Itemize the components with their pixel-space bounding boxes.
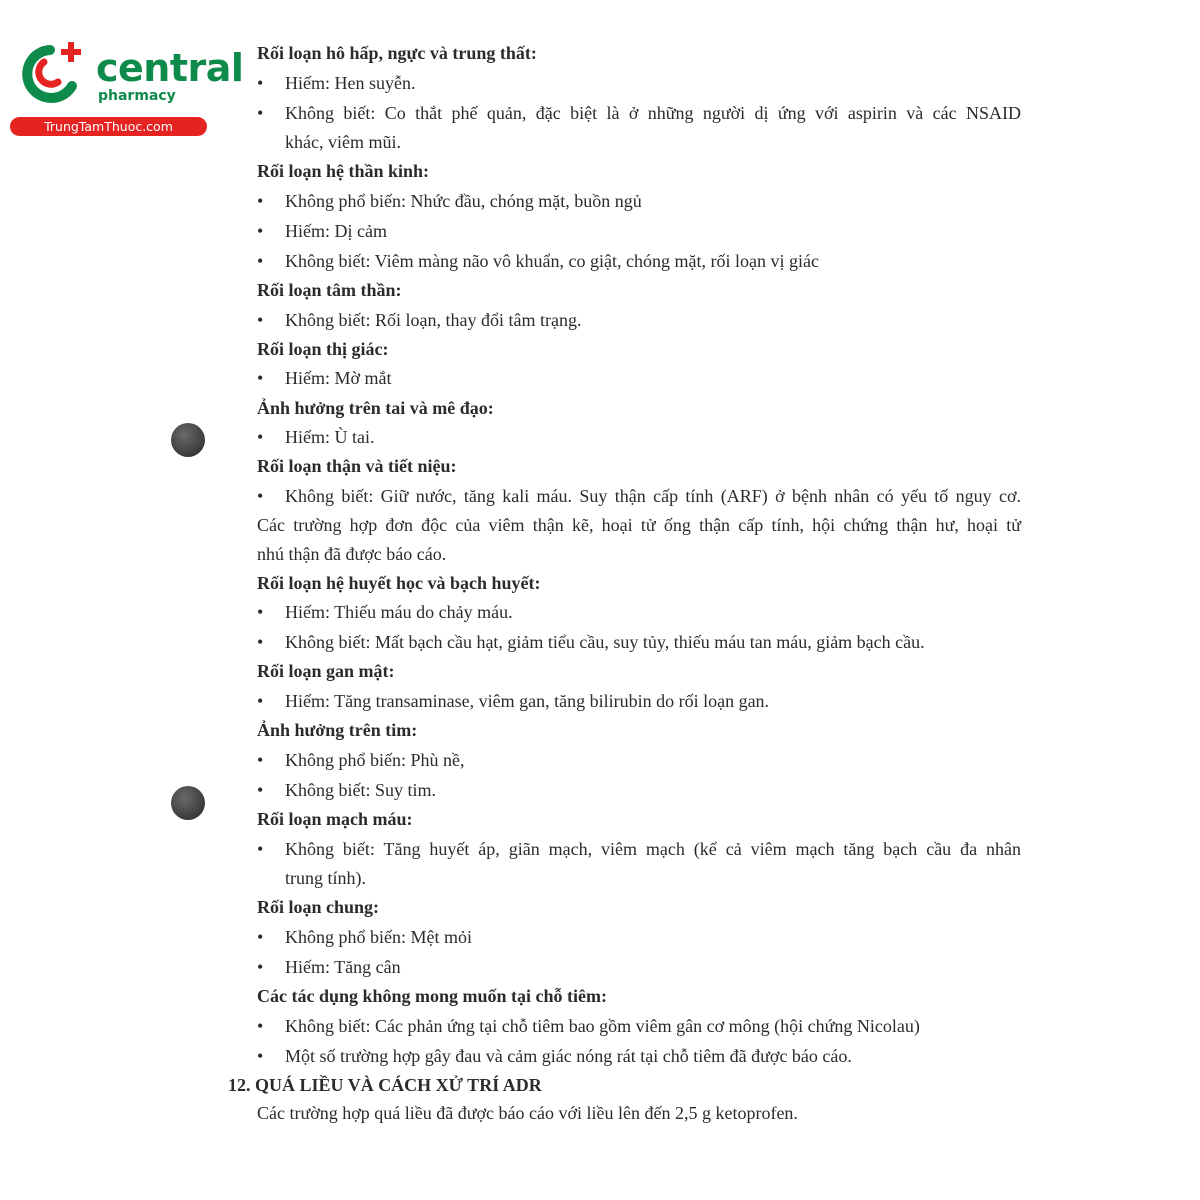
list-item: • Không phổ biến: Phù nề, — [257, 750, 465, 770]
paragraph-line: nhú thận đã được báo cáo. — [257, 544, 447, 564]
punch-hole — [171, 423, 205, 457]
bullet-icon: • — [257, 839, 264, 859]
section-heading: Ảnh hưởng trên tim: — [257, 720, 418, 740]
central-pharmacy-logo — [10, 38, 244, 138]
bullet-icon: • — [257, 368, 264, 388]
bullet-icon: • — [257, 1046, 264, 1066]
bullet-icon: • — [257, 310, 264, 330]
list-item-continuation: trung tính). — [285, 868, 366, 888]
list-item: • Không biết: Co thắt phế quản, đặc biệt là ở những người dị ứng với aspirin và các NSAID — [257, 103, 1021, 123]
section-heading: Ảnh hưởng trên tai và mê đạo: — [257, 398, 494, 418]
bullet-icon: • — [257, 486, 264, 506]
list-item: • Không phổ biến: Mệt mỏi — [257, 927, 472, 947]
list-item: • Không biết: Mất bạch cầu hạt, giảm tiểu cầu, suy tủy, thiếu máu tan máu, giảm bạch cầu. — [257, 632, 925, 652]
section-heading: Rối loạn gan mật: — [257, 661, 395, 681]
section-heading: Rối loạn hô hấp, ngực và trung thất: — [257, 43, 537, 63]
list-item: • Hiếm: Thiếu máu do chảy máu. — [257, 602, 513, 622]
list-item: • Không biết: Rối loạn, thay đổi tâm trạng. — [257, 310, 582, 330]
logo-url-badge: TrungTamThuoc.com — [10, 117, 207, 136]
section-heading: Rối loạn tâm thần: — [257, 280, 402, 300]
logo-subtitle: pharmacy — [98, 88, 176, 104]
bullet-icon: • — [257, 427, 264, 447]
paragraph-line: Các trường hợp quá liều đã được báo cáo với liều lên đến 2,5 g ketoprofen. — [257, 1103, 798, 1123]
list-item: • Không biết: Các phản ứng tại chỗ tiêm bao gồm viêm gân cơ mông (hội chứng Nicolau) — [257, 1016, 920, 1036]
list-item-continuation: khác, viêm mũi. — [285, 132, 401, 152]
list-item: • Một số trường hợp gây đau và cảm giác nóng rát tại chỗ tiêm đã được báo cáo. — [257, 1046, 852, 1066]
bullet-icon: • — [257, 691, 264, 711]
section-heading: Rối loạn thận và tiết niệu: — [257, 456, 457, 476]
section-heading: Rối loạn mạch máu: — [257, 809, 413, 829]
list-item: • Không biết: Giữ nước, tăng kali máu. Suy thận cấp tính (ARF) ở bệnh nhân có yếu tố nguy cơ. — [257, 486, 1021, 506]
section-heading: Rối loạn chung: — [257, 897, 380, 917]
bullet-icon: • — [257, 632, 264, 652]
list-item: • Hiếm: Dị cảm — [257, 221, 387, 241]
list-item: • Hiếm: Tăng cân — [257, 957, 401, 977]
list-item: • Không biết: Viêm màng não vô khuẩn, co giật, chóng mặt, rối loạn vị giác — [257, 251, 819, 271]
list-item: • Hiếm: Hen suyễn. — [257, 73, 416, 93]
list-item: • Không phổ biến: Nhức đầu, chóng mặt, buồn ngủ — [257, 191, 642, 211]
bullet-icon: • — [257, 927, 264, 947]
section-heading: Rối loạn hệ thần kinh: — [257, 161, 430, 181]
bullet-icon: • — [257, 780, 264, 800]
bullet-icon: • — [257, 103, 264, 123]
logo-wordmark: central — [96, 46, 244, 90]
bullet-icon: • — [257, 957, 264, 977]
bullet-icon: • — [257, 221, 264, 241]
section-heading: Các tác dụng không mong muốn tại chỗ tiêm: — [257, 986, 608, 1006]
punch-hole — [171, 786, 205, 820]
numbered-section-heading: 12. QUÁ LIỀU VÀ CÁCH XỬ TRÍ ADR — [228, 1075, 542, 1095]
list-item: • Không biết: Suy tim. — [257, 780, 437, 800]
pharmacy-logo-icon — [10, 38, 90, 108]
bullet-icon: • — [257, 191, 264, 211]
section-heading: Rối loạn hệ huyết học và bạch huyết: — [257, 573, 541, 593]
paragraph-line: Các trường hợp đơn độc của viêm thận kẽ, hoại tử ống thận cấp tính, hội chứng thận hư, hoại tử — [257, 515, 1021, 535]
bullet-icon: • — [257, 1016, 264, 1036]
bullet-icon: • — [257, 251, 264, 271]
section-heading: Rối loạn thị giác: — [257, 339, 389, 359]
list-item: • Hiếm: Mờ mắt — [257, 368, 392, 388]
list-item: • Hiếm: Tăng transaminase, viêm gan, tăng bilirubin do rối loạn gan. — [257, 691, 770, 711]
list-item: • Hiếm: Ù tai. — [257, 427, 375, 447]
bullet-icon: • — [257, 602, 264, 622]
list-item: • Không biết: Tăng huyết áp, giãn mạch, viêm mạch (kể cả viêm mạch tăng bạch cầu đa nhân — [257, 839, 1021, 859]
bullet-icon: • — [257, 73, 264, 93]
bullet-icon: • — [257, 750, 264, 770]
